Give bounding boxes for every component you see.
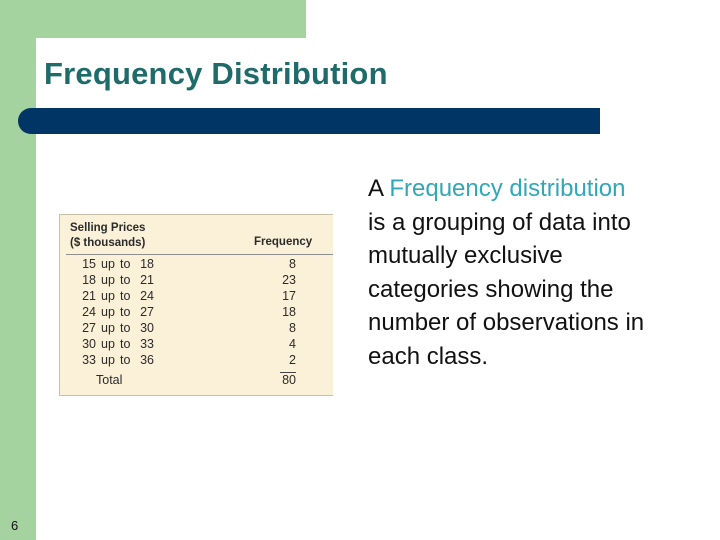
to-word: to <box>120 289 131 303</box>
definition-prefix: A <box>368 175 390 202</box>
class-upper-bound: 24 <box>140 289 154 303</box>
class-lower-bound: 18 <box>82 273 96 287</box>
class-upper-bound: 21 <box>140 273 154 287</box>
up-word: up <box>101 321 115 335</box>
class-lower-bound: 30 <box>82 337 96 351</box>
header-divider <box>66 254 333 255</box>
price-header-line1: Selling Prices <box>70 222 146 234</box>
table-row <box>60 305 334 321</box>
table-row <box>60 353 334 369</box>
top-accent-band <box>0 0 306 38</box>
table-row <box>60 337 334 353</box>
class-upper-bound: 27 <box>140 305 154 319</box>
class-lower-bound: 24 <box>82 305 96 319</box>
to-word: to <box>120 353 131 367</box>
class-lower-bound: 33 <box>82 353 96 367</box>
class-lower-bound: 27 <box>82 321 96 335</box>
total-row <box>60 373 334 389</box>
definition-suffix: is a grouping of data into mutually exclusive categories showing the number of observations in each class. <box>368 208 645 370</box>
price-header-line2: ($ thousands) <box>70 237 146 249</box>
price-column-header <box>70 221 145 251</box>
definition-text <box>368 172 648 373</box>
up-word: up <box>101 289 115 303</box>
class-upper-bound: 30 <box>140 321 154 335</box>
to-word: to <box>120 305 131 319</box>
up-word: up <box>101 257 115 271</box>
frequency-cell: 23 <box>282 273 296 287</box>
slide-title: Frequency Distribution <box>44 56 388 91</box>
table-body <box>60 257 334 369</box>
to-word: to <box>120 257 131 271</box>
frequency-cell: 18 <box>282 305 296 319</box>
definition-highlight: Frequency distribution <box>389 175 626 202</box>
frequency-table <box>59 214 333 396</box>
up-word: up <box>101 273 115 287</box>
frequency-cell: 17 <box>282 289 296 303</box>
table-row <box>60 289 334 305</box>
up-word: up <box>101 305 115 319</box>
up-word: up <box>101 337 115 351</box>
table-row <box>60 257 334 273</box>
up-word: up <box>101 353 115 367</box>
class-upper-bound: 36 <box>140 353 154 367</box>
title-underline-bar <box>18 108 600 134</box>
table-row <box>60 273 334 289</box>
slide-number: 6 <box>11 518 19 533</box>
total-value: 80 <box>282 373 296 387</box>
class-upper-bound: 18 <box>140 257 154 271</box>
total-label: Total <box>96 373 123 387</box>
frequency-cell: 2 <box>289 353 296 367</box>
table-row <box>60 321 334 337</box>
frequency-cell: 8 <box>289 321 296 335</box>
class-lower-bound: 21 <box>82 289 96 303</box>
to-word: to <box>120 273 131 287</box>
frequency-column-header: Frequency <box>254 236 313 248</box>
frequency-cell: 8 <box>289 257 296 271</box>
frequency-cell: 4 <box>289 337 296 351</box>
class-lower-bound: 15 <box>82 257 96 271</box>
class-upper-bound: 33 <box>140 337 154 351</box>
left-accent-band <box>0 0 36 540</box>
to-word: to <box>120 321 131 335</box>
to-word: to <box>120 337 131 351</box>
